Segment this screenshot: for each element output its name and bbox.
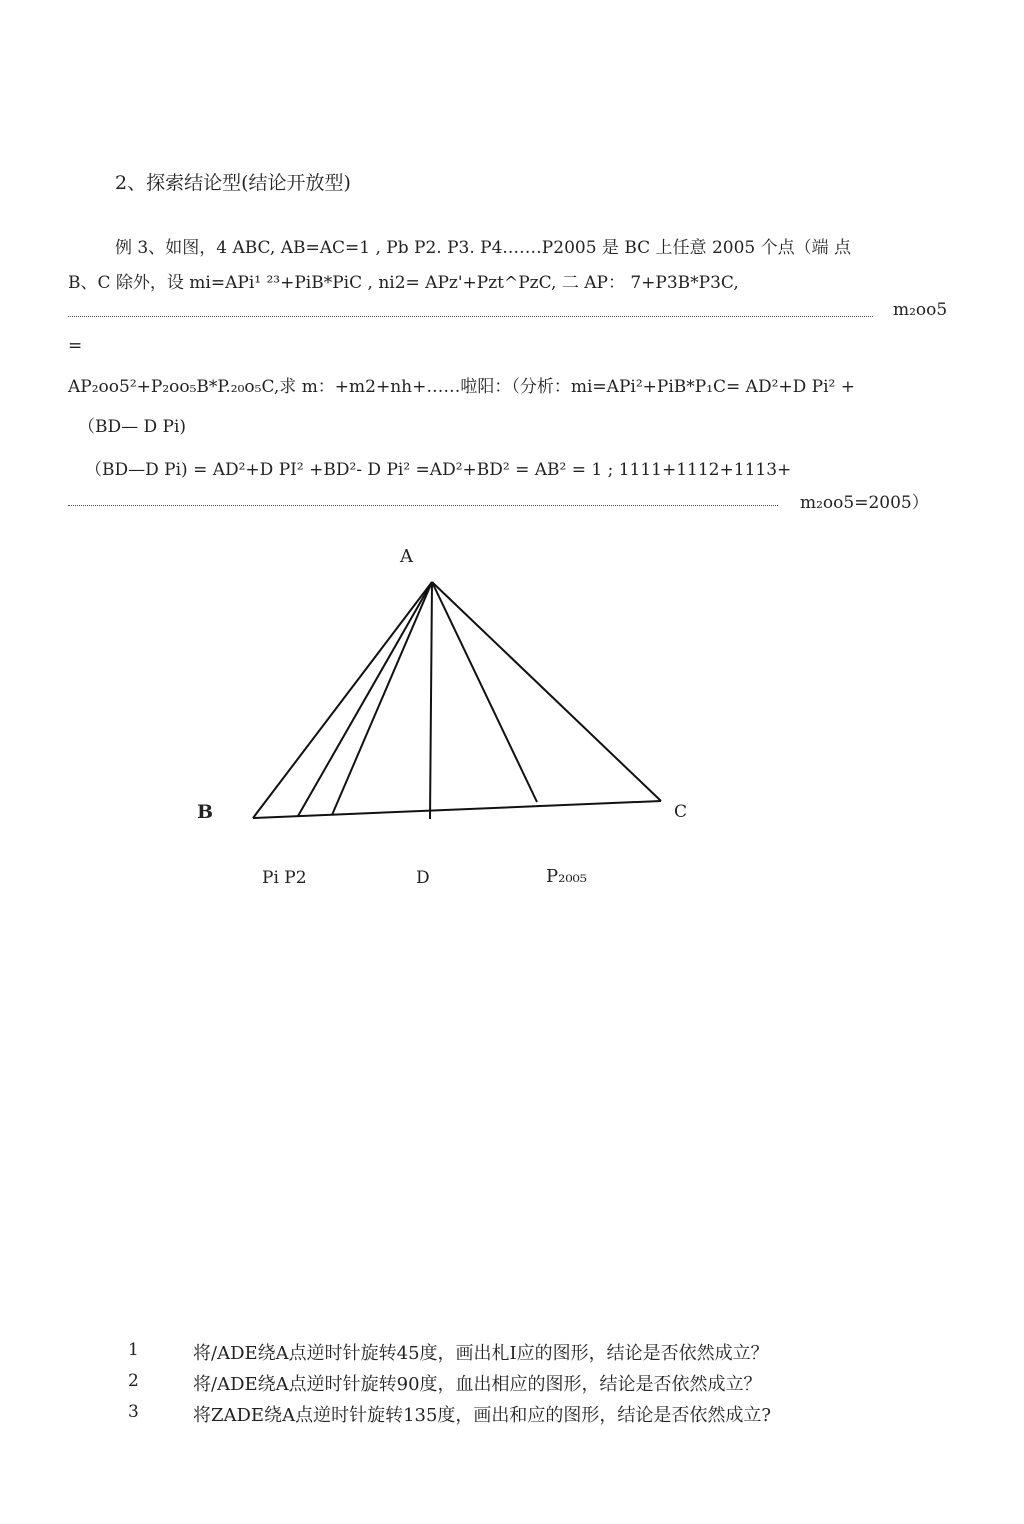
segment-AP2 (332, 582, 432, 815)
example-line-4: = (68, 336, 83, 356)
example-line-3-end: m₂oo5 (893, 300, 948, 320)
side-AB (253, 582, 432, 818)
label-P1-P2: Pi P2 (262, 868, 307, 888)
segment-AD (430, 582, 432, 819)
side-AC (432, 582, 661, 801)
example-line-1: 例 3、如图，4 ABC, AB=AC=1 , Pb P2. P3. P4.……P2005 是 BC 上任意 2005 个点（端 点 (115, 238, 852, 258)
example-line-5: AP₂oo5²+P₂oo₅B*P.₂₀o₅C,求 m：+m2+nh+……啦阳：（分析：mi=APi²+PiB*P₁C= AD²+D Pi² + (68, 377, 856, 397)
dotted-leader-1 (68, 316, 873, 317)
segment-AP1 (298, 582, 432, 816)
label-P2005: P₂₀₀₅ (546, 866, 587, 887)
question-2-text: 将/ADE绕A点逆时针旋转90度，血出相应的图形，结论是否依然成立？ (193, 1374, 762, 1395)
dotted-leader-2 (68, 505, 778, 506)
segment-AP2005 (432, 582, 537, 802)
example-line-8-end: m₂oo5=2005） (800, 493, 929, 513)
question-3-number: 3 (128, 1402, 139, 1422)
question-3-text: 将ZADE绕A点逆时针旋转135度，画出和应的图形，结论是否依然成立? (193, 1405, 772, 1426)
question-1-number: 1 (128, 1340, 139, 1360)
section-heading: 2、探索结论型(结论开放型) (115, 172, 351, 194)
question-2-number: 2 (128, 1371, 139, 1391)
label-B: B (197, 801, 214, 823)
label-D: D (416, 868, 430, 888)
example-line-6: （BD— D Pi) (78, 417, 187, 437)
label-C: C (674, 802, 688, 822)
label-A: A (400, 546, 413, 567)
example-line-2: B、C 除外，设 mi=APi¹ ²³+PiB*PiC , ni2= APz'+Pzt^PzC, 二 AP： 7+P3B*P3C, (68, 273, 739, 293)
example-line-7: （BD—D Pi) = AD²+D PI² +BD²- D Pi² =AD²+BD² = AB² = 1 ; 1111+1112+1113+ (85, 460, 792, 480)
question-1-text: 将/ADE绕A点逆时针旋转45度，画出札I应的图形，结论是否依然成立？ (193, 1343, 769, 1364)
triangle-figure (180, 540, 740, 920)
side-BC (253, 801, 661, 818)
